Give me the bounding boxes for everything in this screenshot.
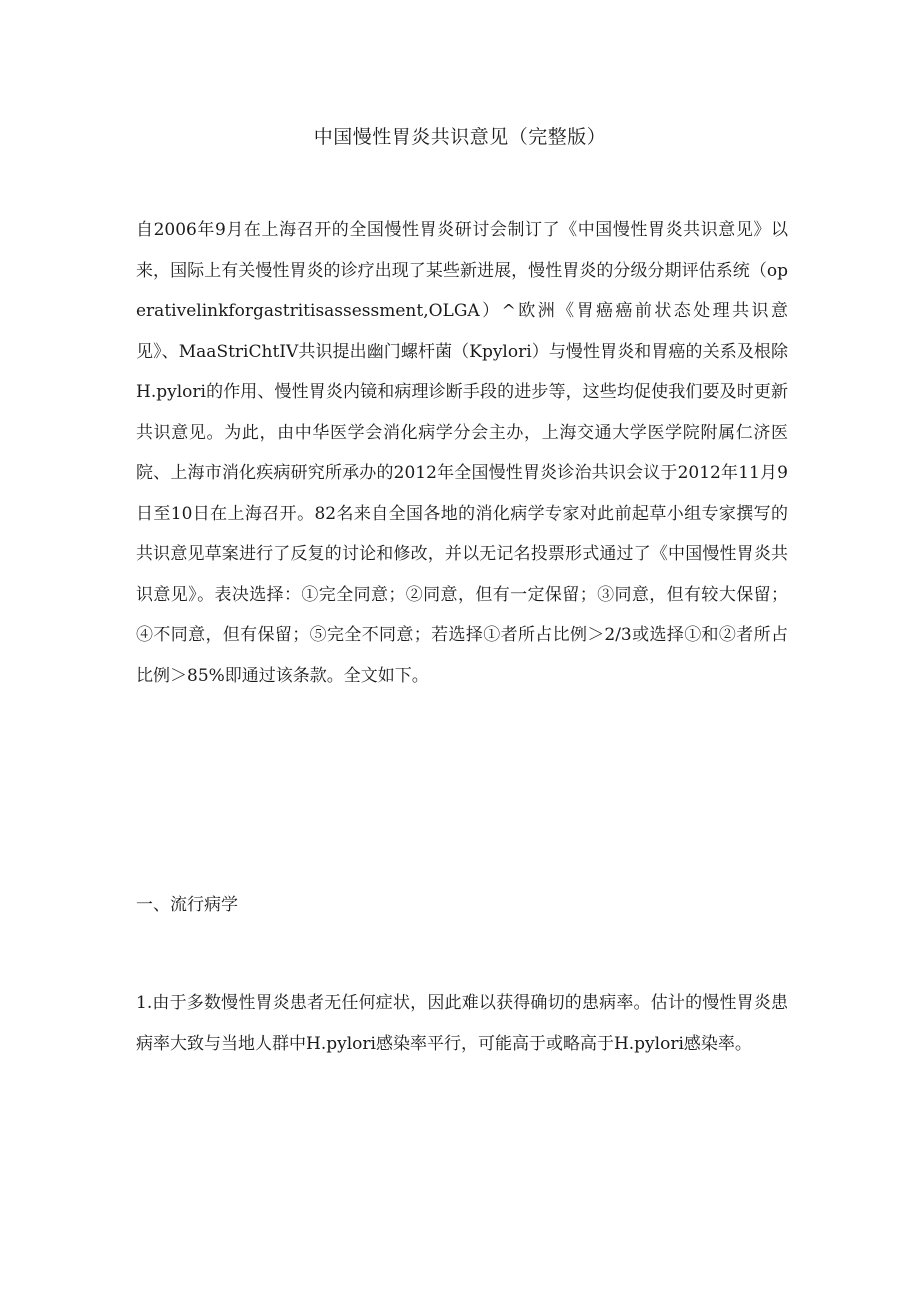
section-heading-text: 一、流行病学 (136, 895, 238, 915)
intro-paragraph (136, 210, 788, 696)
document-title: 中国慢性胃炎共识意见（完整版） (313, 126, 607, 148)
section-item-1 (136, 983, 788, 1064)
intro-text: 自2006年9月在上海召开的全国慢性胃炎研讨会制订了《中国慢性胃炎共识意见》以来，国际上有关慢性胃炎的诊疗出现了某些新进展，慢性胃炎的分级分期评估系统（operativelinkforgastritisassessment,OLGA）^欧洲《胃癌癌前状态处理共识意见》、MaaStriChtIV共识提出幽门螺杆菌（Kpylori）与慢性胃炎和胃癌的关系及根除H.pylori的作用、慢性胃炎内镜和病理诊断手段的进步等，这些均促使我们要及时更新共识意见。为此，由中华医学会消化病学分会主办，上海交通大学医学院附属仁济医院、上海市消化疾病研究所承办的2012年全国慢性胃炎诊治共识会议于2012年11月9日至10日在上海召开。82名来自全国各地的消化病学专家对此前起草小组专家撰写的共识意见草案进行了反复的讨论和修改，并以无记名投票形式通过了《中国慢性胃炎共识意见》。表决选择：①完全同意；②同意，但有一定保留；③同意，但有较大保留；④不同意，但有保留；⑤完全不同意；若选择①者所占比例＞2/3或选择①和②者所占比例＞85%即通过该条款。全文如下。 (136, 220, 788, 686)
section-heading-epidemiology (136, 885, 788, 926)
section-item-1-text: 1.由于多数慢性胃炎患者无任何症状，因此难以获得确切的患病率。估计的慢性胃炎患病率大致与当地人群中H.pylori感染率平行，可能高于或略高于H.pylori感染率。 (136, 993, 788, 1054)
